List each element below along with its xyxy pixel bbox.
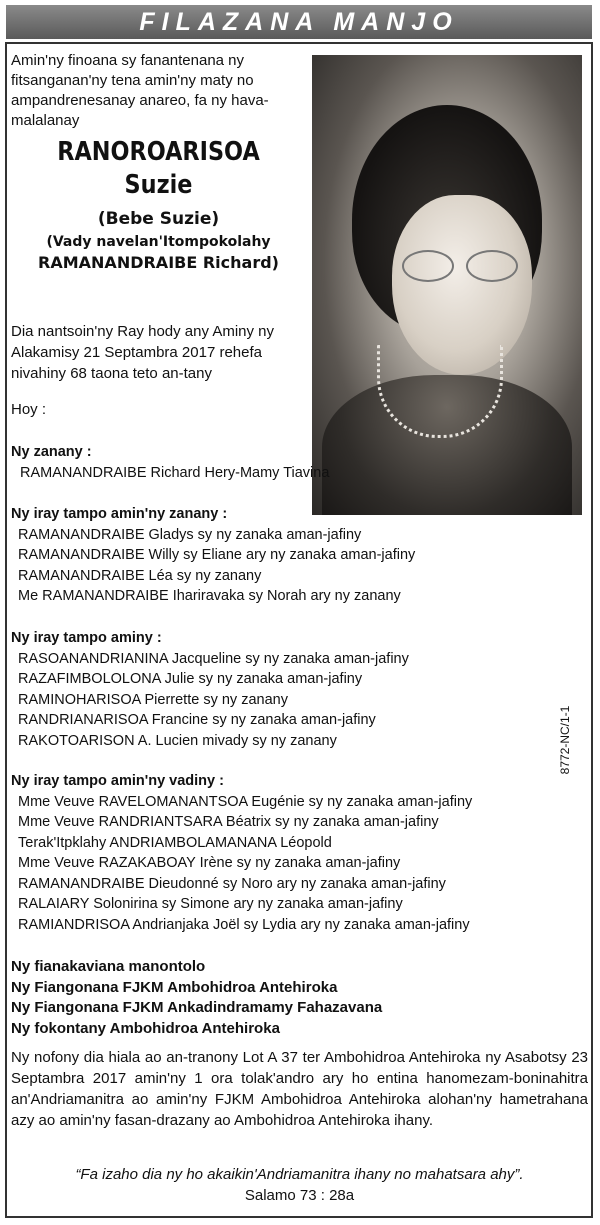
organization-item: Ny fokontany Ambohidroa Antehiroka bbox=[11, 1019, 280, 1037]
section-husband-siblings bbox=[11, 771, 571, 935]
funeral-details: Ny nofony dia hiala ao an-tranony Lot A 37 ter Ambohidroa Antehiroka ny Asabotsy 23 Septambra 2017 amin'ny 1 ora tolak'andro ary ho entina hanomezam-boninahitra an'Andriamanitra ao amin'ny FJKM Ambohidroa Antehiroka alohan'ny hametrahana azy ao amin'ny fasan-drazany ao Ambohidroa Antehiroka ihany. bbox=[11, 1049, 588, 1129]
list-item: Mme Veuve RAVELOMANANTSOA Eugénie sy ny zanaka aman-jafiny bbox=[18, 793, 473, 810]
list-item: RAMANANDRAIBE Gladys sy ny zanaka aman-jafiny bbox=[18, 526, 362, 543]
hoy-label: Hoy : bbox=[11, 401, 47, 418]
list-item: RAZAFIMBOLOLONA Julie sy ny zanaka aman-jafiny bbox=[18, 671, 363, 687]
death-notice: Dia nantsoin'ny Ray hody any Aminy ny Alakamisy 21 Septambra 2017 rehefa nivahiny 68 taona teto an-tany bbox=[11, 323, 275, 382]
list-item: RAMIANDRISOA Andrianjaka Joël sy Lydia ary ny zanaka aman-jafiny bbox=[18, 916, 470, 933]
verse-reference: Salamo 73 : 28a bbox=[244, 1187, 355, 1204]
list-item: Terak'Itpklahy ANDRIAMBOLAMANANA Léopold bbox=[18, 834, 332, 851]
side-reference-code: 8772-NC/1-1 bbox=[558, 705, 572, 775]
section-siblings-of-children bbox=[11, 504, 571, 607]
list-item: RAKOTOARISON A. Lucien mivady sy ny zanany bbox=[18, 732, 337, 749]
list-item: RASOANANDRIANINA Jacqueline sy ny zanaka aman-jafiny bbox=[18, 650, 409, 667]
list-item: RAMANANDRAIBE Willy sy Eliane ary ny zanaka aman-jafiny bbox=[18, 547, 416, 563]
list-item: Mme Veuve RANDRIANTSARA Béatrix sy ny zanaka aman-jafiny bbox=[18, 814, 439, 830]
notice-title: FILAZANA MANJO bbox=[139, 7, 459, 36]
organization-item: Ny fianakaviana manontolo bbox=[11, 958, 206, 975]
deceased-names bbox=[11, 136, 306, 274]
section-heading: Ny iray tampo amin'ny zanany : bbox=[11, 506, 228, 522]
section-heading: Ny iray tampo amin'ny vadiny : bbox=[11, 773, 224, 789]
list-item: RAMANANDRAIBE Dieudonné sy Noro ary ny zanaka aman-jafiny bbox=[18, 875, 446, 892]
deceased-firstname: Suzie bbox=[124, 170, 193, 200]
photo-glasses bbox=[402, 250, 522, 280]
list-item: RAMANANDRAIBE Léa sy ny zanany bbox=[18, 567, 262, 584]
husband-name: RAMANANDRAIBE Richard) bbox=[38, 253, 279, 272]
list-item: Mme Veuve RAZAKABOAY Irène sy ny zanaka aman-jafiny bbox=[18, 855, 401, 871]
section-children bbox=[11, 442, 571, 483]
section-heading: Ny iray tampo aminy : bbox=[11, 630, 162, 646]
section-heading: Ny zanany : bbox=[11, 444, 92, 460]
section-siblings bbox=[11, 628, 571, 751]
list-item: Me RAMANANDRAIBE Ihariravaka sy Norah ary ny zanany bbox=[18, 588, 401, 604]
organization-item: Ny Fiangonana FJKM Ankadindramamy Fahazavana bbox=[11, 999, 383, 1016]
list-item: RALAIARY Solonirina sy Simone ary ny zanaka aman-jafiny bbox=[18, 896, 403, 912]
notice-header bbox=[6, 5, 592, 39]
organizations-list bbox=[11, 957, 382, 1039]
bible-verse bbox=[11, 1164, 588, 1206]
intro-text: Amin'ny finoana sy fanantenana ny fitsanganan'ny tena amin'ny maty no ampandrenesanay anareo, fa ny hava-malalanay bbox=[11, 52, 269, 129]
deceased-surname: RANOROARISOA bbox=[57, 137, 260, 167]
list-item: RANDRIANARISOA Francine sy ny zanaka aman-jafiny bbox=[18, 712, 376, 728]
verse-quote: “Fa izaho dia ny ho akaikin'Andriamanitra ihany no mahatsara ahy”. bbox=[75, 1166, 524, 1183]
list-item: RAMANANDRAIBE Richard Hery-Mamy Tiavina bbox=[20, 464, 330, 481]
list-item: RAMINOHARISOA Pierrette sy ny zanany bbox=[18, 691, 288, 708]
widow-of-line: (Vady navelan'Itompokolahy bbox=[46, 234, 271, 250]
deceased-nickname: (Bebe Suzie) bbox=[97, 209, 220, 229]
organization-item: Ny Fiangonana FJKM Ambohidroa Antehiroka bbox=[11, 978, 338, 996]
